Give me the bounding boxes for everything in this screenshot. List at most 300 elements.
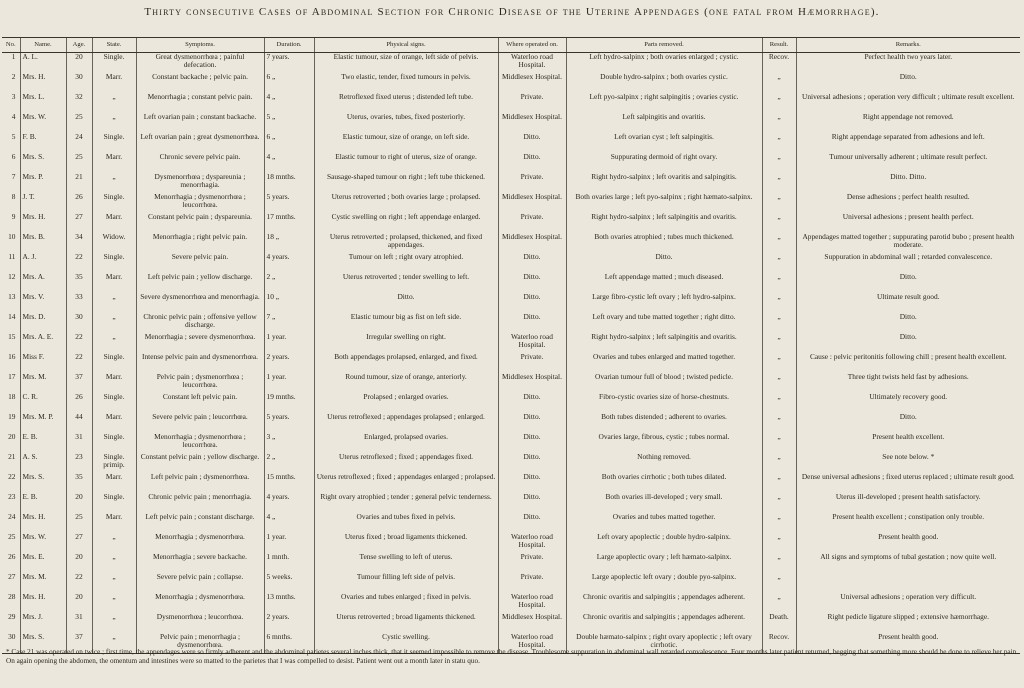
result-cell: „: [762, 453, 796, 473]
duration-cell: 10 „: [264, 293, 314, 313]
table-row: [2, 333, 1020, 353]
result-cell: „: [762, 573, 796, 593]
case-number: 19: [8, 413, 16, 421]
duration-cell: 4 „: [264, 513, 314, 533]
patient-age: 32: [66, 93, 92, 113]
parts-removed-cell: Right hydro-salpinx ; left salpingitis and ovaritis.: [566, 333, 762, 353]
where-operated-cell: Ditto.: [498, 253, 566, 273]
parts-removed-cell: Suppurating dermoid of right ovary.: [566, 153, 762, 173]
parts-removed-cell: Ovaries and tubes enlarged and matted together.: [566, 353, 762, 373]
table-row: [2, 213, 1020, 233]
marital-state: „: [92, 313, 136, 333]
result-cell: „: [762, 193, 796, 213]
patient-name: Mrs. E.: [20, 553, 66, 573]
table-row: [2, 233, 1020, 253]
parts-removed-cell: Left hydro-salpinx ; both ovaries enlarged ; cystic.: [566, 53, 762, 74]
patient-name: Mrs. W.: [20, 113, 66, 133]
patient-name: E. B.: [20, 433, 66, 453]
remarks-cell: Universal adhesions ; operation very difficult ; ultimate result excellent.: [796, 93, 1020, 113]
marital-state: „: [92, 93, 136, 113]
where-operated-cell: Middlesex Hospital.: [498, 113, 566, 133]
symptoms-cell: Severe dysmenorrhœa and menorrhagia.: [136, 293, 264, 313]
parts-removed-cell: Left ovary apoplectic ; double hydro-salpinx.: [566, 533, 762, 553]
marital-state: „: [92, 333, 136, 353]
patient-name: E. B.: [20, 493, 66, 513]
patient-age: 21: [66, 173, 92, 193]
case-number: 29: [8, 613, 16, 621]
case-number: 5: [11, 133, 16, 141]
marital-state: Single.: [92, 353, 136, 373]
result-cell: „: [762, 333, 796, 353]
case-number: 2: [11, 73, 16, 81]
patient-name: Miss F.: [20, 353, 66, 373]
patient-age: 20: [66, 53, 92, 74]
duration-cell: 4 „: [264, 93, 314, 113]
physical-signs-cell: Retroflexed fixed uterus ; distended left tube.: [314, 93, 498, 113]
remarks-cell: Three tight twists held fast by adhesions.: [796, 373, 1020, 393]
where-operated-cell: Ditto.: [498, 493, 566, 513]
marital-state: Marr.: [92, 413, 136, 433]
physical-signs-cell: Uterus fixed ; broad ligaments thickened.: [314, 533, 498, 553]
symptoms-cell: Great dysmenorrhœa ; painful defecation.: [136, 53, 264, 74]
table-row: [2, 133, 1020, 153]
patient-age: 31: [66, 433, 92, 453]
symptoms-cell: Severe pelvic pain ; leucorrhœa.: [136, 413, 264, 433]
where-operated-cell: Waterloo road Hospital.: [498, 333, 566, 353]
duration-cell: 7 years.: [264, 53, 314, 74]
patient-age: 30: [66, 313, 92, 333]
duration-cell: 1 year.: [264, 333, 314, 353]
remarks-cell: Ditto. Ditto.: [796, 173, 1020, 193]
where-operated-cell: Waterloo road Hospital.: [498, 533, 566, 553]
symptoms-cell: Intense pelvic pain and dysmenorrhœa.: [136, 353, 264, 373]
remarks-cell: Cause : pelvic peritonitis following chill ; present health excellent.: [796, 353, 1020, 373]
parts-removed-cell: Large apoplectic ovary ; left hæmato-salpinx.: [566, 553, 762, 573]
remarks-cell: Uterus ill-developed ; present health satisfactory.: [796, 493, 1020, 513]
patient-name: Mrs. B.: [20, 233, 66, 253]
table-row: [2, 173, 1020, 193]
parts-removed-cell: Both ovaries ill-developed ; very small.: [566, 493, 762, 513]
physical-signs-cell: Sausage-shaped tumour on right ; left tube thickened.: [314, 173, 498, 193]
marital-state: Marr.: [92, 473, 136, 493]
patient-age: 30: [66, 73, 92, 93]
table-row: [2, 573, 1020, 593]
parts-removed-cell: Nothing removed.: [566, 453, 762, 473]
marital-state: „: [92, 593, 136, 613]
remarks-cell: All signs and symptoms of tubal gestation ; now quite well.: [796, 553, 1020, 573]
patient-age: 27: [66, 213, 92, 233]
header-row: [2, 38, 1020, 53]
table-row: [2, 433, 1020, 453]
remarks-cell: Perfect health two years later.: [796, 53, 1020, 74]
duration-cell: 5 „: [264, 113, 314, 133]
physical-signs-cell: Uterus retroverted ; tender swelling to left.: [314, 273, 498, 293]
physical-signs-cell: Ovaries and tubes enlarged ; fixed in pelvis.: [314, 593, 498, 613]
result-cell: „: [762, 493, 796, 513]
symptoms-cell: Menorrhagia ; dysmenorrhœa.: [136, 593, 264, 613]
patient-age: 25: [66, 513, 92, 533]
marital-state: „: [92, 573, 136, 593]
remarks-cell: Ditto.: [796, 313, 1020, 333]
result-cell: „: [762, 93, 796, 113]
physical-signs-cell: Elastic tumour, size of orange, on left side.: [314, 133, 498, 153]
physical-signs-cell: Elastic tumour, size of orange, left side of pelvis.: [314, 53, 498, 74]
parts-removed-cell: Left salpingitis and ovaritis.: [566, 113, 762, 133]
patient-name: Mrs. W.: [20, 533, 66, 553]
marital-state: Marr.: [92, 273, 136, 293]
duration-cell: 4 years.: [264, 253, 314, 273]
patient-name: Mrs. P.: [20, 173, 66, 193]
remarks-cell: See note below. *: [796, 453, 1020, 473]
duration-cell: 18 mnths.: [264, 173, 314, 193]
patient-name: Mrs. M.: [20, 573, 66, 593]
parts-removed-cell: Both tubes distended ; adherent to ovaries.: [566, 413, 762, 433]
table-row: [2, 453, 1020, 473]
patient-name: A. L.: [20, 53, 66, 74]
remarks-cell: Universal adhesions ; operation very difficult.: [796, 593, 1020, 613]
physical-signs-cell: Cystic swelling.: [314, 633, 498, 654]
marital-state: Single.: [92, 53, 136, 74]
case-number: 10: [8, 233, 16, 241]
where-operated-cell: Ditto.: [498, 293, 566, 313]
symptoms-cell: Menorrhagia ; constant pelvic pain.: [136, 93, 264, 113]
patient-age: 20: [66, 593, 92, 613]
table-row: [2, 533, 1020, 553]
duration-cell: 5 weeks.: [264, 573, 314, 593]
remarks-cell: [796, 573, 1020, 593]
patient-name: A. S.: [20, 453, 66, 473]
result-cell: Death.: [762, 613, 796, 633]
result-cell: „: [762, 553, 796, 573]
duration-cell: 5 years.: [264, 413, 314, 433]
physical-signs-cell: Enlarged, prolapsed ovaries.: [314, 433, 498, 453]
result-cell: „: [762, 513, 796, 533]
physical-signs-cell: Uterus, ovaries, tubes, fixed posteriorly.: [314, 113, 498, 133]
physical-signs-cell: Uterus retroverted ; prolapsed, thickened, and fixed appendages.: [314, 233, 498, 253]
table-row: [2, 613, 1020, 633]
header-no: No.: [2, 38, 20, 53]
case-number: 21: [8, 453, 16, 461]
remarks-cell: Ultimate result good.: [796, 293, 1020, 313]
case-number: 14: [8, 313, 16, 321]
result-cell: „: [762, 313, 796, 333]
duration-cell: 4 years.: [264, 493, 314, 513]
result-cell: „: [762, 373, 796, 393]
physical-signs-cell: Uterus retroflexed ; fixed ; appendages enlarged ; prolapsed.: [314, 473, 498, 493]
where-operated-cell: Ditto.: [498, 513, 566, 533]
result-cell: „: [762, 213, 796, 233]
where-operated-cell: Ditto.: [498, 453, 566, 473]
result-cell: „: [762, 413, 796, 433]
table-row: [2, 593, 1020, 613]
symptoms-cell: Menorrhagia ; severe dysmenorrhœa.: [136, 333, 264, 353]
parts-removed-cell: Chronic ovaritis and salpingitis ; appendages adherent.: [566, 593, 762, 613]
where-operated-cell: Ditto.: [498, 393, 566, 413]
patient-name: Mrs. D.: [20, 313, 66, 333]
physical-signs-cell: Tumour filling left side of pelvis.: [314, 573, 498, 593]
marital-state: „: [92, 173, 136, 193]
physical-signs-cell: Uterus retroverted ; broad ligaments thickened.: [314, 613, 498, 633]
patient-name: Mrs. A. E.: [20, 333, 66, 353]
result-cell: „: [762, 433, 796, 453]
patient-name: F. B.: [20, 133, 66, 153]
symptoms-cell: Constant pelvic pain ; dyspareunia.: [136, 213, 264, 233]
duration-cell: 2 years.: [264, 353, 314, 373]
case-number: 25: [8, 533, 16, 541]
patient-age: 22: [66, 253, 92, 273]
physical-signs-cell: Elastic tumour big as fist on left side.: [314, 313, 498, 333]
marital-state: Marr.: [92, 73, 136, 93]
header-physical-signs: Physical signs.: [314, 38, 498, 53]
symptoms-cell: Chronic severe pelvic pain.: [136, 153, 264, 173]
case-number: 6: [11, 153, 16, 161]
patient-age: 26: [66, 193, 92, 213]
where-operated-cell: Private.: [498, 213, 566, 233]
patient-name: Mrs. S.: [20, 473, 66, 493]
symptoms-cell: Menorrhagia ; dysmenorrhœa ; leucorrhœa.: [136, 433, 264, 453]
result-cell: Recov.: [762, 53, 796, 74]
patient-age: 27: [66, 533, 92, 553]
case-number: 23: [8, 493, 16, 501]
physical-signs-cell: Uterus retroflexed ; fixed ; appendages fixed.: [314, 453, 498, 473]
parts-removed-cell: Left ovary and tube matted together ; right ditto.: [566, 313, 762, 333]
patient-age: 22: [66, 353, 92, 373]
physical-signs-cell: Both appendages prolapsed, enlarged, and fixed.: [314, 353, 498, 373]
patient-name: A. J.: [20, 253, 66, 273]
symptoms-cell: Chronic pelvic pain ; offensive yellow discharge.: [136, 313, 264, 333]
parts-removed-cell: Both ovaries atrophied ; tubes much thickened.: [566, 233, 762, 253]
table-row: [2, 513, 1020, 533]
remarks-cell: Ditto.: [796, 73, 1020, 93]
patient-name: Mrs. L.: [20, 93, 66, 113]
result-cell: „: [762, 153, 796, 173]
parts-removed-cell: Right hydro-salpinx ; left ovaritis and salpingitis.: [566, 173, 762, 193]
duration-cell: 2 years.: [264, 613, 314, 633]
parts-removed-cell: Left pyo-salpinx ; right salpingitis ; ovaries cystic.: [566, 93, 762, 113]
physical-signs-cell: Right ovary atrophied ; tender ; general pelvic tenderness.: [314, 493, 498, 513]
where-operated-cell: Middlesex Hospital.: [498, 73, 566, 93]
duration-cell: 7 „: [264, 313, 314, 333]
header-remarks: Remarks.: [796, 38, 1020, 53]
case-number: 4: [11, 113, 16, 121]
remarks-cell: Ditto.: [796, 333, 1020, 353]
duration-cell: 1 mnth.: [264, 553, 314, 573]
case-number: 1: [11, 52, 16, 61]
where-operated-cell: Private.: [498, 173, 566, 193]
case-number: 11: [8, 253, 16, 261]
result-cell: „: [762, 393, 796, 413]
marital-state: „: [92, 113, 136, 133]
remarks-cell: Present health good.: [796, 533, 1020, 553]
physical-signs-cell: Tense swelling to left of uterus.: [314, 553, 498, 573]
symptoms-cell: Severe pelvic pain.: [136, 253, 264, 273]
duration-cell: 13 mnths.: [264, 593, 314, 613]
patient-age: 26: [66, 393, 92, 413]
parts-removed-cell: Ditto.: [566, 253, 762, 273]
parts-removed-cell: Right hydro-salpinx ; left salpingitis and ovaritis.: [566, 213, 762, 233]
duration-cell: 2 „: [264, 453, 314, 473]
header-symptoms: Symptoms.: [136, 38, 264, 53]
patient-age: 35: [66, 473, 92, 493]
result-cell: „: [762, 233, 796, 253]
symptoms-cell: Dysmenorrhœa ; leucorrhœa.: [136, 613, 264, 633]
table-row: [2, 73, 1020, 93]
patient-name: Mrs. H.: [20, 513, 66, 533]
result-cell: „: [762, 353, 796, 373]
parts-removed-cell: Ovarian tumour full of blood ; twisted pedicle.: [566, 373, 762, 393]
patient-name: Mrs. H.: [20, 73, 66, 93]
result-cell: „: [762, 593, 796, 613]
where-operated-cell: Middlesex Hospital.: [498, 373, 566, 393]
duration-cell: 5 years.: [264, 193, 314, 213]
patient-name: Mrs. H.: [20, 593, 66, 613]
symptoms-cell: Left ovarian pain ; great dysmenorrhœa.: [136, 133, 264, 153]
where-operated-cell: Ditto.: [498, 433, 566, 453]
case-number: 28: [8, 593, 16, 601]
patient-age: 24: [66, 133, 92, 153]
physical-signs-cell: Tumour on left ; right ovary atrophied.: [314, 253, 498, 273]
patient-name: Mrs. V.: [20, 293, 66, 313]
where-operated-cell: Private.: [498, 93, 566, 113]
case-number: 8: [11, 193, 16, 201]
result-cell: „: [762, 473, 796, 493]
result-cell: Recov.: [762, 633, 796, 654]
duration-cell: 2 „: [264, 273, 314, 293]
duration-cell: 18 „: [264, 233, 314, 253]
remarks-cell: Dense universal adhesions ; fixed uterus replaced ; ultimate result good.: [796, 473, 1020, 493]
remarks-cell: Ultimately recovery good.: [796, 393, 1020, 413]
physical-signs-cell: Round tumour, size of orange, anteriorly.: [314, 373, 498, 393]
patient-age: 35: [66, 273, 92, 293]
table-row: [2, 153, 1020, 173]
symptoms-cell: Chronic pelvic pain ; menorrhagia.: [136, 493, 264, 513]
parts-removed-cell: Fibro-cystic ovaries size of horse-chestnuts.: [566, 393, 762, 413]
where-operated-cell: Waterloo road Hospital.: [498, 593, 566, 613]
where-operated-cell: Ditto.: [498, 153, 566, 173]
table-row: [2, 53, 1020, 74]
duration-cell: 6 „: [264, 73, 314, 93]
symptoms-cell: Menorrhagia ; dysmenorrhœa ; leucorrhœa.: [136, 193, 264, 213]
table-row: [2, 373, 1020, 393]
patient-age: 34: [66, 233, 92, 253]
case-number: 27: [8, 573, 16, 581]
duration-cell: 1 year.: [264, 373, 314, 393]
remarks-cell: Appendages matted together ; suppurating parotid bubo ; present health moderate.: [796, 233, 1020, 253]
symptoms-cell: Left pelvic pain ; yellow discharge.: [136, 273, 264, 293]
page-title: Thirty consecutive Cases of Abdominal Section for Chronic Disease of the Uterine Appendages (one fatal from Hæmorrhage).: [144, 6, 880, 18]
patient-age: 22: [66, 333, 92, 353]
marital-state: Single.: [92, 253, 136, 273]
footnote: * Case 21 was operated on twice ; first time, the appendages were so firmly adherent and the abdominal parietes several inches thick, that it seemed impossible to remove the disease. Troublesome suppuration in abdominal wall retarded convalescence. Four months later patient returned, begging that something more should be done to relieve her pain. On again opening the abdomen, the omentum and intestines were so matted to the parietes that I was compelled to desist. Patient went out a month later in statu quo.: [6, 648, 1018, 665]
patient-age: 44: [66, 413, 92, 433]
symptoms-cell: Menorrhagia ; dysmenorrhœa.: [136, 533, 264, 553]
marital-state: Single. primip.: [92, 453, 136, 473]
patient-age: 20: [66, 493, 92, 513]
parts-removed-cell: Large apoplectic left ovary ; double pyo-salpinx.: [566, 573, 762, 593]
remarks-cell: Ditto.: [796, 413, 1020, 433]
case-number: 16: [8, 353, 16, 361]
parts-removed-cell: Both ovaries large ; left pyo-salpinx ; right hæmato-salpinx.: [566, 193, 762, 213]
symptoms-cell: Constant backache ; pelvic pain.: [136, 73, 264, 93]
parts-removed-cell: Double hydro-salpinx ; both ovaries cystic.: [566, 73, 762, 93]
where-operated-cell: Middlesex Hospital.: [498, 613, 566, 633]
table-row: [2, 353, 1020, 373]
marital-state: „: [92, 553, 136, 573]
parts-removed-cell: Left ovarian cyst ; left salpingitis.: [566, 133, 762, 153]
patient-name: Mrs. S.: [20, 633, 66, 654]
result-cell: „: [762, 533, 796, 553]
symptoms-cell: Constant pelvic pain ; yellow discharge.: [136, 453, 264, 473]
physical-signs-cell: Ovaries and tubes fixed in pelvis.: [314, 513, 498, 533]
patient-age: 23: [66, 453, 92, 473]
physical-signs-cell: Ditto.: [314, 293, 498, 313]
parts-removed-cell: Both ovaries cirrhotic ; both tubes dilated.: [566, 473, 762, 493]
table-row: [2, 293, 1020, 313]
parts-removed-cell: Double hæmato-salpinx ; right ovary apoplectic ; left ovary cirrhotic.: [566, 633, 762, 654]
physical-signs-cell: Uterus retroverted ; both ovaries large ; prolapsed.: [314, 193, 498, 213]
header-duration: Duration.: [264, 38, 314, 53]
duration-cell: 17 mnths.: [264, 213, 314, 233]
duration-cell: 4 „: [264, 153, 314, 173]
physical-signs-cell: Prolapsed ; enlarged ovaries.: [314, 393, 498, 413]
marital-state: Single.: [92, 493, 136, 513]
duration-cell: 6 „: [264, 133, 314, 153]
patient-age: 33: [66, 293, 92, 313]
patient-name: Mrs. S.: [20, 153, 66, 173]
duration-cell: 1 year.: [264, 533, 314, 553]
header-age: Age.: [66, 38, 92, 53]
patient-name: Mrs. M.: [20, 373, 66, 393]
marital-state: Single.: [92, 133, 136, 153]
patient-name: J. T.: [20, 193, 66, 213]
symptoms-cell: Pelvic pain ; menorrhagia ; dysmenorrhœa.: [136, 633, 264, 654]
duration-cell: 3 „: [264, 433, 314, 453]
patient-age: 37: [66, 373, 92, 393]
header-state: State.: [92, 38, 136, 53]
where-operated-cell: Private.: [498, 573, 566, 593]
parts-removed-cell: Ovaries and tubes matted together.: [566, 513, 762, 533]
marital-state: „: [92, 533, 136, 553]
header-name: Name.: [20, 38, 66, 53]
result-cell: „: [762, 273, 796, 293]
patient-age: 20: [66, 553, 92, 573]
symptoms-cell: Constant left pelvic pain.: [136, 393, 264, 413]
where-operated-cell: Waterloo road Hospital.: [498, 53, 566, 74]
remarks-cell: Ditto.: [796, 273, 1020, 293]
patient-name: C. R.: [20, 393, 66, 413]
patient-name: Mrs. A.: [20, 273, 66, 293]
result-cell: „: [762, 253, 796, 273]
symptoms-cell: Left pelvic pain ; dysmenorrhœa.: [136, 473, 264, 493]
where-operated-cell: Private.: [498, 353, 566, 373]
case-number: 18: [8, 393, 16, 401]
table-row: [2, 113, 1020, 133]
table-row: [2, 473, 1020, 493]
physical-signs-cell: Two elastic, tender, fixed tumours in pelvis.: [314, 73, 498, 93]
case-number: 26: [8, 553, 16, 561]
remarks-cell: Right appendage not removed.: [796, 113, 1020, 133]
remarks-cell: Suppuration in abdominal wall ; retarded convalescence.: [796, 253, 1020, 273]
result-cell: „: [762, 113, 796, 133]
symptoms-cell: Left ovarian pain ; constant backache.: [136, 113, 264, 133]
where-operated-cell: Ditto.: [498, 473, 566, 493]
marital-state: „: [92, 613, 136, 633]
table-row: [2, 413, 1020, 433]
symptoms-cell: Left pelvic pain ; constant discharge.: [136, 513, 264, 533]
duration-cell: 19 mnths.: [264, 393, 314, 413]
case-number: 3: [11, 93, 16, 101]
table-row: [2, 253, 1020, 273]
